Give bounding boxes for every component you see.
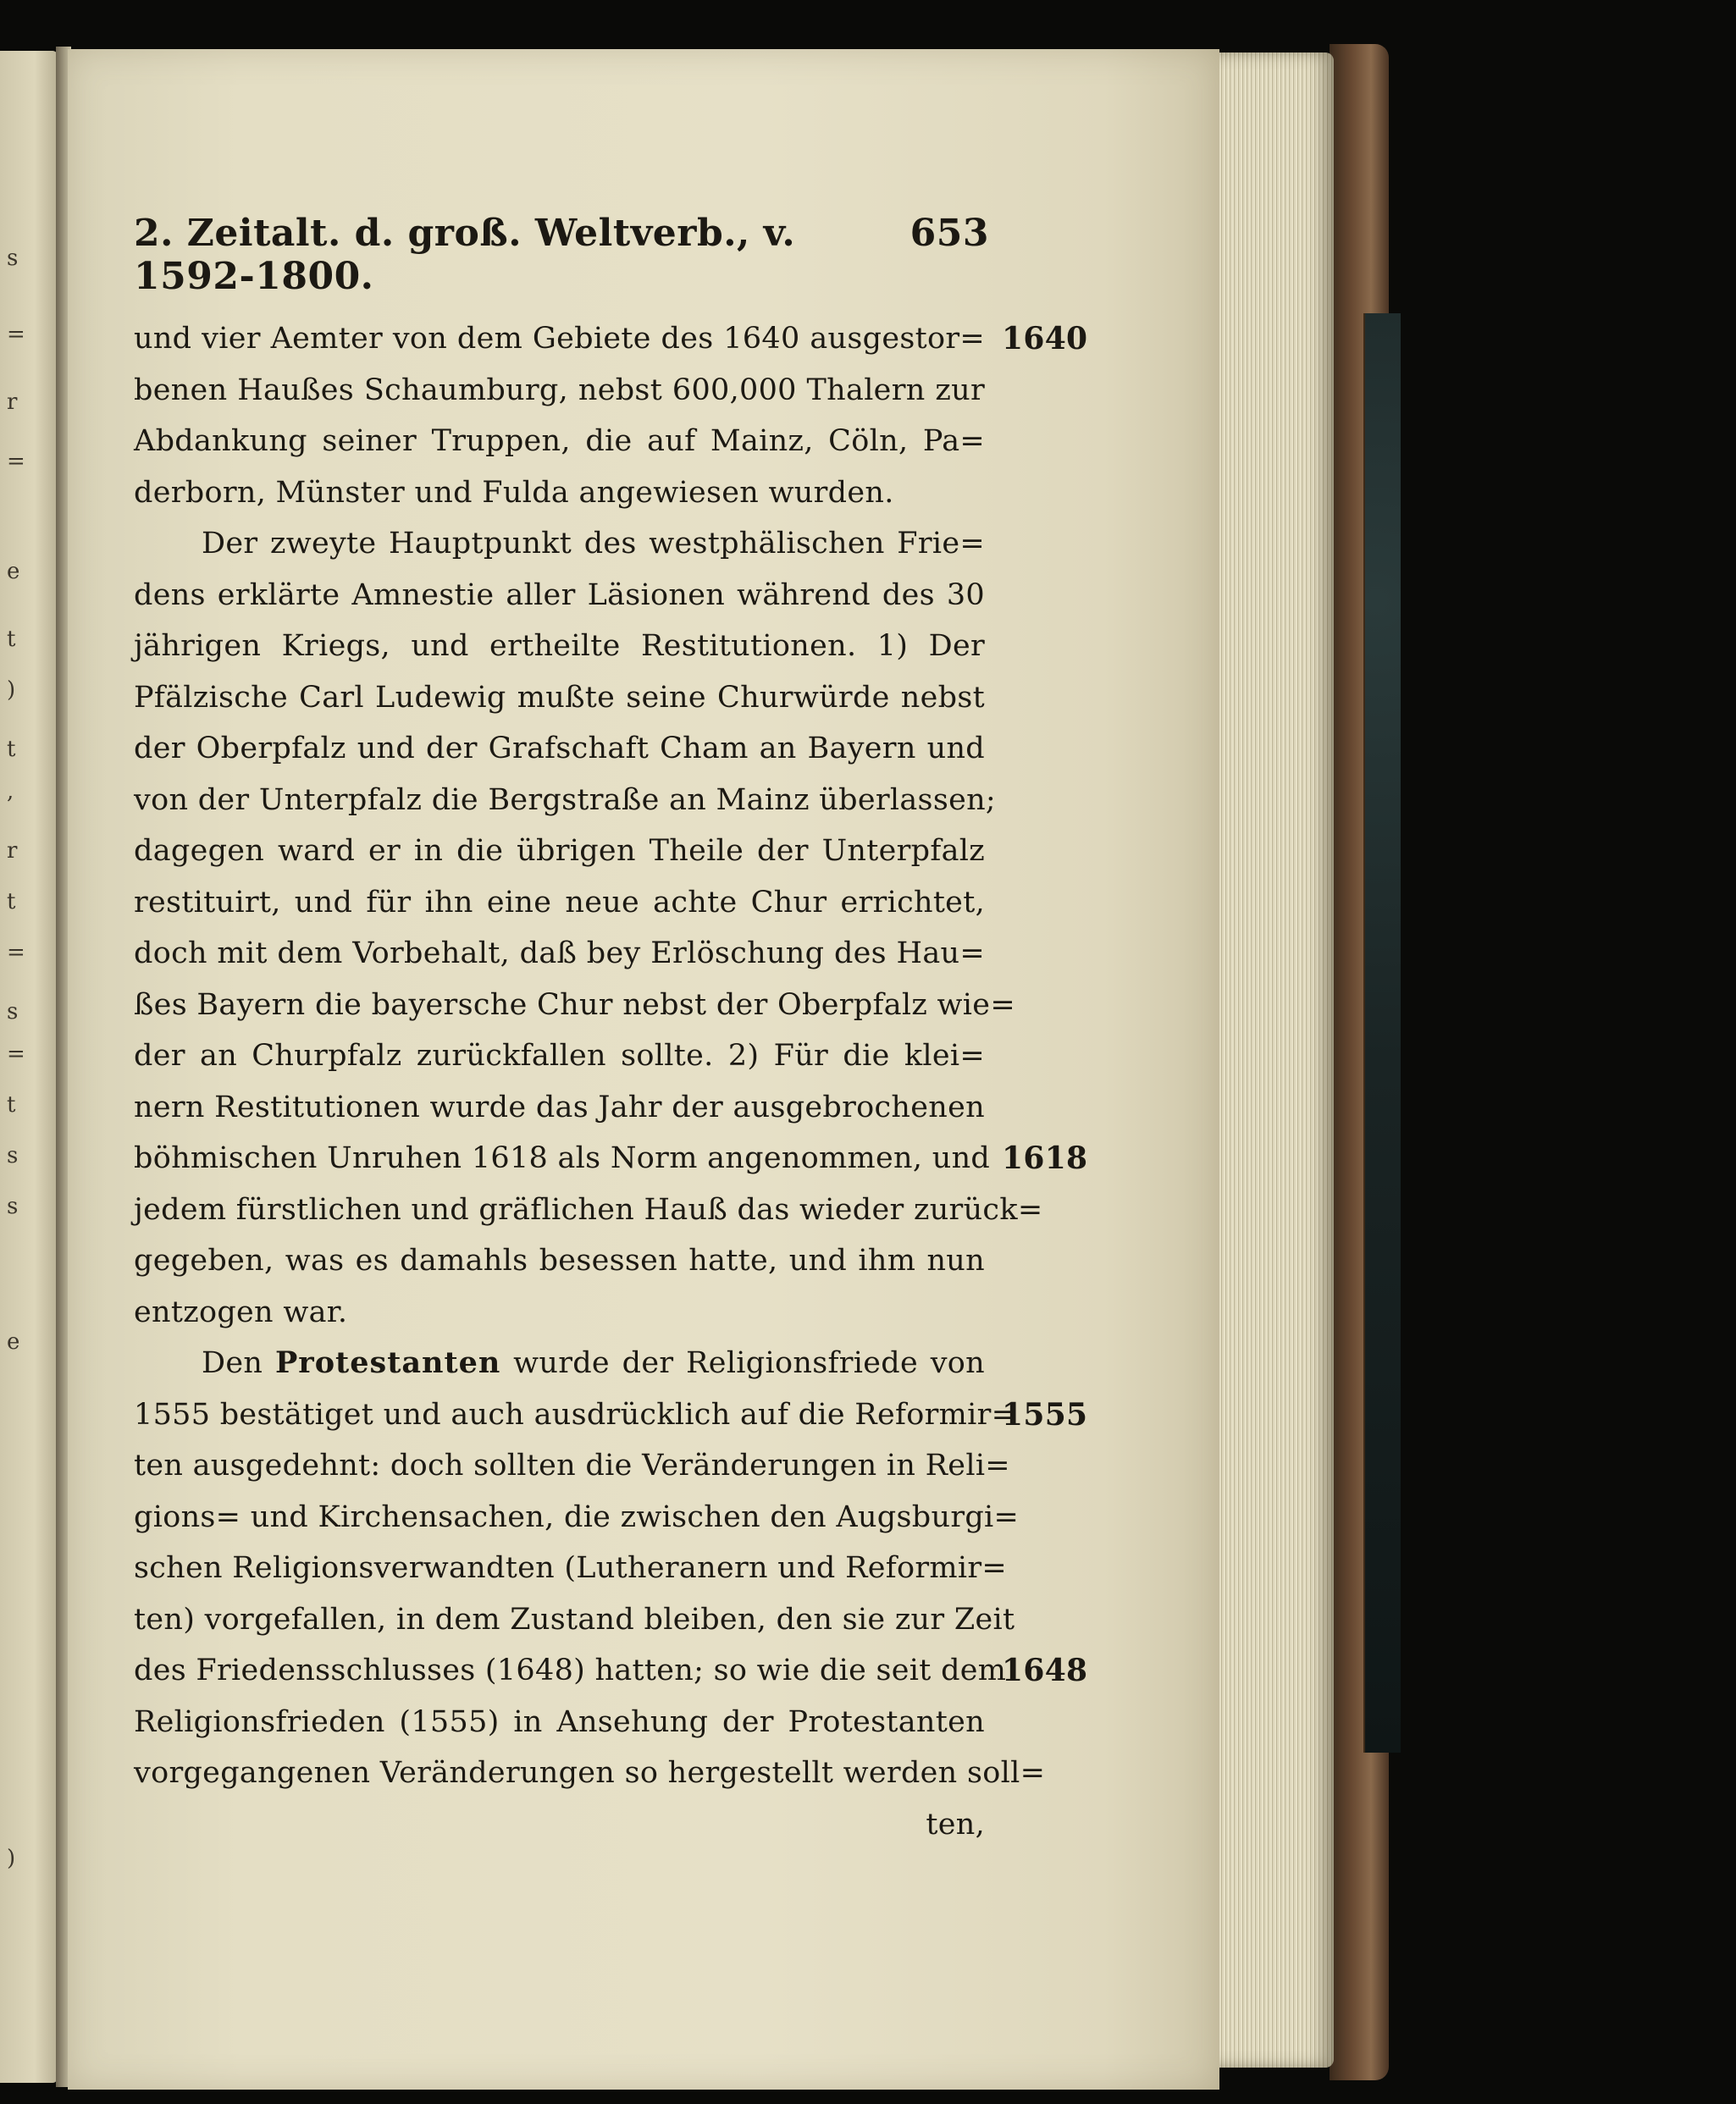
text-line-content: entzogen war. — [134, 1295, 348, 1329]
text-line-content: ten ausgedehnt: doch sollten die Veränderungen in Reli= — [134, 1449, 1010, 1483]
previous-page-fragment: t — [7, 1092, 16, 1118]
text-line — [134, 1440, 1010, 1492]
text-line — [134, 1082, 985, 1134]
text-line-content: derborn, Münster und Fulda angewiesen wurden. — [134, 475, 894, 510]
page-block-edges — [1215, 52, 1334, 2068]
margin-year-note: 1648 — [1002, 1653, 1088, 1688]
text-line-content: Pfälzische Carl Ludewig mußte seine Churwürde nebst — [134, 680, 985, 715]
text-line-content: ten, — [926, 1807, 985, 1842]
text-line-content: von der Unterpfalz die Bergstraße an Mainz überlassen; — [134, 782, 997, 817]
running-header — [134, 212, 989, 298]
text-line — [134, 1748, 1046, 1799]
text-line-content: gegeben, was es damahls besessen hatte, und ihm nun — [134, 1244, 985, 1278]
text-line-content: Religionsfrieden (1555) in Ansehung der Protestanten — [134, 1704, 985, 1739]
text-line-content: böhmischen Unruhen 1618 als Norm angenommen, und — [134, 1141, 991, 1175]
previous-page-fragment: = — [7, 449, 25, 474]
text-line — [134, 416, 985, 467]
text-line-content: Der zweyte Hauptpunkt des westphälischen Frie= — [202, 527, 985, 561]
previous-page-fragment: , — [7, 779, 14, 804]
previous-page-fragment: s — [7, 999, 19, 1024]
text-line-content: Abdankung seiner Truppen, die auf Mainz, Cöln, Pa= — [134, 424, 985, 458]
text-line-content: jedem fürstlichen und gräflichen Hauß das wieder zurück= — [134, 1192, 1043, 1227]
text-line-content: schen Religionsverwandten (Lutheranern und Reformir= — [134, 1551, 1008, 1585]
previous-page-fragment: = — [7, 1041, 25, 1067]
text-line-content: der an Churpfalz zurückfallen sollte. 2) Für die klei= — [134, 1039, 985, 1073]
text-line — [134, 1338, 985, 1389]
text-line — [134, 1030, 985, 1082]
text-line-content: dagegen ward er in die übrigen Theile der Unterpfalz — [134, 834, 985, 868]
previous-page-fragment: s — [7, 246, 19, 271]
text-line — [134, 313, 1088, 365]
text-line — [134, 1492, 1020, 1543]
previous-page-fragment: e — [7, 559, 20, 584]
previous-page-fragment: s — [7, 1143, 19, 1168]
text-line-content: gions= und Kirchensachen, die zwischen den Augsburgi= — [134, 1499, 1020, 1534]
text-line-content: ßes Bayern die bayersche Chur nebst der Oberpfalz wie= — [134, 987, 1015, 1022]
text-line — [134, 1799, 985, 1851]
emphasized-word: Protestanten — [274, 1345, 501, 1380]
previous-page-fragment: ) — [7, 1846, 16, 1871]
previous-page-fragment: t — [7, 737, 16, 762]
previous-page-fragment: = — [7, 940, 25, 965]
text-line — [134, 1543, 1008, 1594]
text-line — [134, 928, 985, 980]
text-line — [134, 365, 985, 417]
margin-year-note: 1555 — [1002, 1396, 1088, 1433]
text-line-content: Den Protestanten wurde der Religionsfriede von — [202, 1345, 985, 1380]
text-line — [134, 1594, 1015, 1646]
text-line-content: 1555 bestätiget und auch ausdrücklich auf die Reformir= — [134, 1397, 1017, 1432]
previous-page-fragment: = — [7, 322, 25, 347]
previous-page-fragment: r — [7, 838, 18, 864]
text-line-content: ten) vorgefallen, in dem Zustand bleiben, den sie zur Zeit — [134, 1602, 1015, 1637]
text-line — [134, 1697, 985, 1748]
running-header-title: 2. Zeitalt. d. groß. Weltverb., v. 1592-1800. — [134, 212, 796, 298]
previous-page-fragment: t — [7, 627, 16, 652]
text-line — [134, 1133, 1088, 1185]
page-number: 653 — [909, 212, 989, 255]
text-line — [134, 877, 985, 929]
text-line — [134, 723, 985, 775]
text-line — [134, 1287, 985, 1339]
cover-marbled-board — [1363, 313, 1401, 1753]
text-line — [134, 826, 985, 877]
text-line-content: des Friedensschlusses (1648) hatten; so wie die seit dem — [134, 1654, 1007, 1687]
text-line — [134, 467, 985, 519]
text-line-content: doch mit dem Vorbehalt, daß bey Erlöschung des Hau= — [134, 936, 985, 970]
text-line-content: vorgegangenen Veränderungen so hergestellt werden soll= — [134, 1756, 1046, 1790]
previous-page-edge — [0, 51, 58, 2083]
body-text — [134, 313, 1108, 1850]
text-line-content: dens erklärte Amnestie aller Läsionen während des 30 — [134, 577, 985, 612]
previous-page-fragment: ) — [7, 677, 16, 703]
text-line-content: restituirt, und für ihn eine neue achte Chur errichtet, — [134, 885, 985, 919]
margin-year-note: 1640 — [1002, 321, 1088, 356]
previous-page-fragment: s — [7, 1194, 19, 1219]
previous-page-fragment: r — [7, 389, 18, 415]
text-line — [134, 621, 985, 672]
text-line — [134, 1185, 1043, 1236]
text-line-content: und vier Aemter von dem Gebiete des 1640 ausgestor= — [134, 322, 985, 356]
text-line — [134, 1389, 1088, 1441]
text-line-content: jährigen Kriegs, und ertheilte Restitutionen. 1) Der — [134, 629, 985, 663]
text-line — [134, 1235, 985, 1287]
text-line-content: benen Haußes Schaumburg, nebst 600,000 Thalern zur — [134, 373, 985, 407]
text-line — [134, 518, 985, 570]
text-line — [134, 672, 985, 724]
text-line-content: der Oberpfalz und der Grafschaft Cham an Bayern und — [134, 732, 985, 765]
text-line — [134, 775, 997, 826]
page-text — [134, 212, 1108, 1850]
margin-year-note: 1618 — [1002, 1140, 1088, 1176]
previous-page-fragment: e — [7, 1329, 20, 1355]
text-line — [134, 980, 1015, 1031]
text-line-content: nern Restitutionen wurde das Jahr der ausgebrochenen — [134, 1090, 985, 1124]
text-line — [134, 570, 985, 621]
text-line — [134, 1645, 1088, 1697]
previous-page-fragment: t — [7, 889, 16, 914]
